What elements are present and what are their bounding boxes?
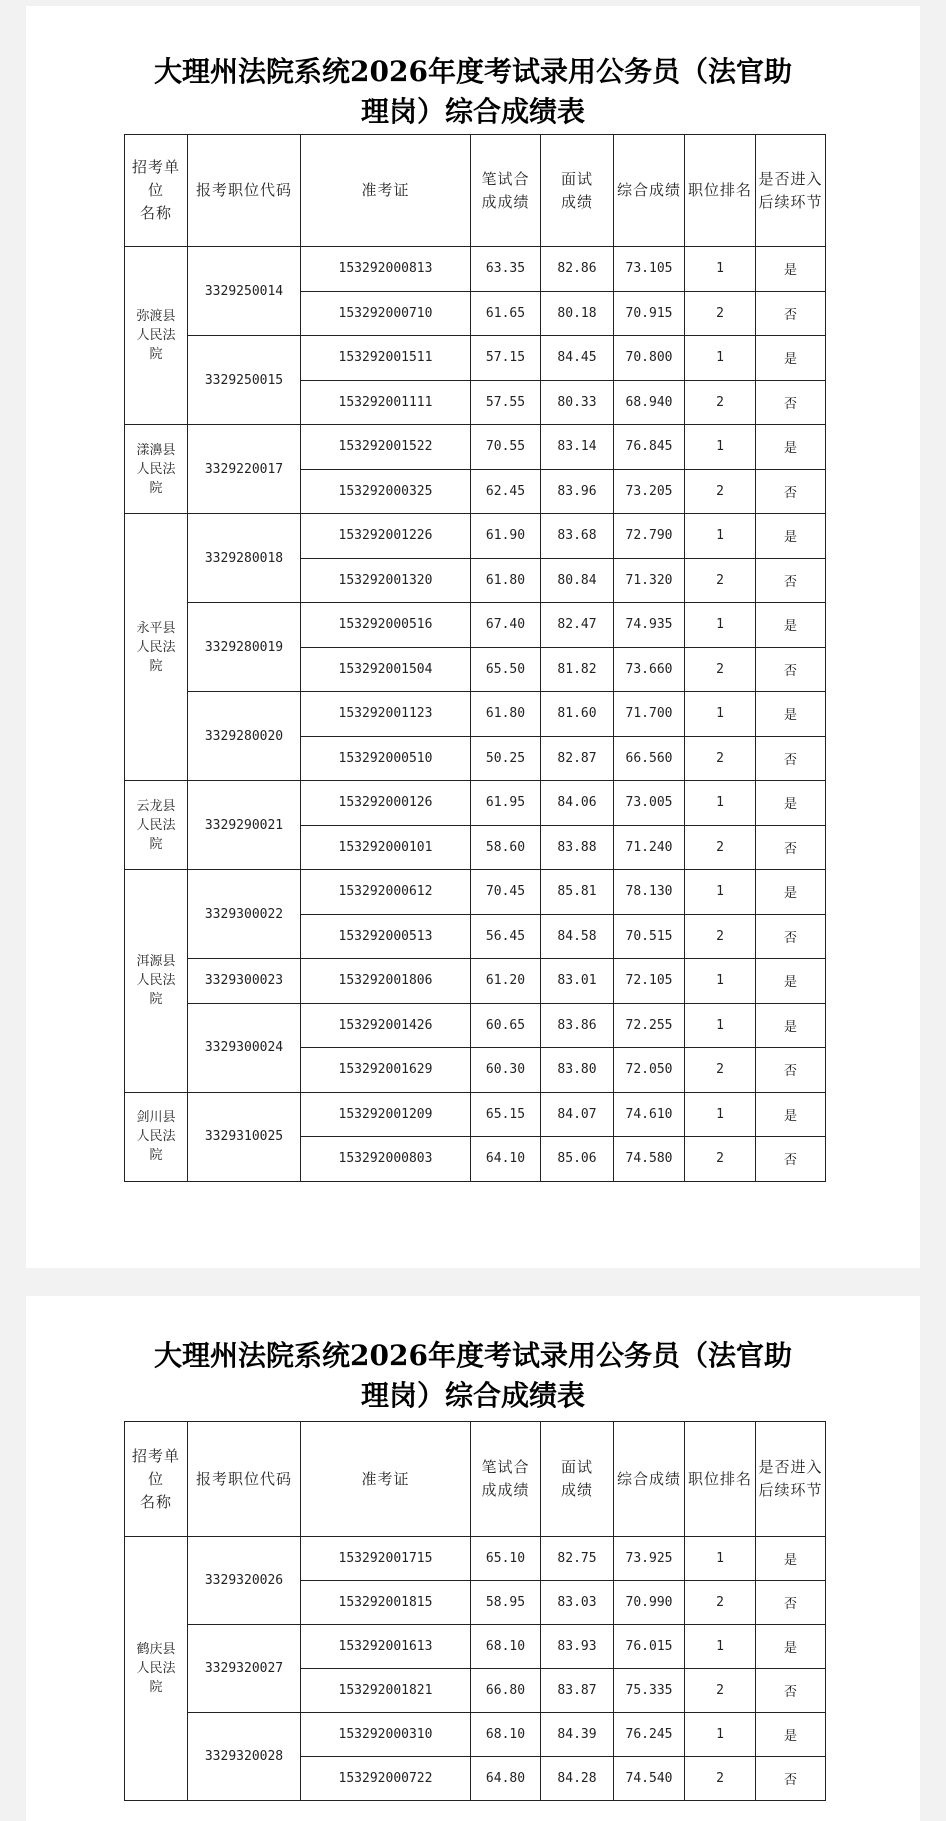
title-line-2: 理岗）综合成绩表 <box>360 95 585 128</box>
rank-cell: 1 <box>685 870 756 915</box>
total-score-cell: 68.940 <box>614 380 685 425</box>
table-row <box>125 336 826 381</box>
interview-score-cell: 83.03 <box>541 1581 614 1625</box>
ticket-number-cell: 153292000325 <box>301 469 471 514</box>
written-score-cell: 61.65 <box>471 291 541 336</box>
position-code-cell: 3329320027 <box>188 1625 301 1713</box>
score-table <box>124 134 826 1182</box>
advance-cell: 是 <box>756 425 826 470</box>
rank-cell: 2 <box>685 1757 756 1801</box>
header-row <box>125 1422 826 1537</box>
advance-cell: 否 <box>756 825 826 870</box>
interview-score-cell: 83.01 <box>541 959 614 1004</box>
ticket-number-cell: 153292000722 <box>301 1757 471 1801</box>
ticket-number-cell: 153292001209 <box>301 1092 471 1137</box>
written-score-cell: 68.10 <box>471 1713 541 1757</box>
advance-cell: 否 <box>756 291 826 336</box>
rank-cell: 2 <box>685 291 756 336</box>
rank-cell: 1 <box>685 514 756 559</box>
advance-cell: 是 <box>756 603 826 648</box>
written-score-cell: 60.30 <box>471 1048 541 1093</box>
total-score-cell: 70.990 <box>614 1581 685 1625</box>
rank-cell: 2 <box>685 736 756 781</box>
interview-score-cell: 80.33 <box>541 380 614 425</box>
total-score-cell: 76.845 <box>614 425 685 470</box>
rank-cell: 2 <box>685 1137 756 1182</box>
advance-cell: 否 <box>756 1048 826 1093</box>
rank-cell: 1 <box>685 1713 756 1757</box>
unit-name-cell: 洱源县 人民法 院 <box>125 870 188 1093</box>
rank-cell: 2 <box>685 558 756 603</box>
rank-cell: 2 <box>685 647 756 692</box>
written-score-cell: 70.55 <box>471 425 541 470</box>
total-score-cell: 72.105 <box>614 959 685 1004</box>
total-score-cell: 73.205 <box>614 469 685 514</box>
position-code-cell: 3329250014 <box>188 247 301 336</box>
written-score-cell: 56.45 <box>471 914 541 959</box>
total-score-cell: 72.790 <box>614 514 685 559</box>
written-score-cell: 57.55 <box>471 380 541 425</box>
advance-cell: 是 <box>756 247 826 292</box>
advance-cell: 是 <box>756 1713 826 1757</box>
table-row <box>125 514 826 559</box>
rank-cell: 2 <box>685 825 756 870</box>
rank-cell: 1 <box>685 781 756 826</box>
written-score-cell: 60.65 <box>471 1003 541 1048</box>
position-code-cell: 3329280019 <box>188 603 301 692</box>
advance-cell: 否 <box>756 558 826 603</box>
ticket-number-cell: 153292001511 <box>301 336 471 381</box>
total-score-cell: 78.130 <box>614 870 685 915</box>
ticket-number-cell: 153292000513 <box>301 914 471 959</box>
header-row <box>125 135 826 247</box>
total-score-cell: 70.515 <box>614 914 685 959</box>
interview-score-cell: 83.87 <box>541 1669 614 1713</box>
unit-name-cell: 云龙县 人民法 院 <box>125 781 188 870</box>
total-score-cell: 71.320 <box>614 558 685 603</box>
ticket-number-cell: 153292001123 <box>301 692 471 737</box>
interview-score-cell: 83.68 <box>541 514 614 559</box>
ticket-number-cell: 153292000813 <box>301 247 471 292</box>
interview-score-cell: 82.86 <box>541 247 614 292</box>
header-position-code: 报考职位代码 <box>188 1422 301 1537</box>
total-score-cell: 74.540 <box>614 1757 685 1801</box>
unit-name-cell: 漾濞县 人民法 院 <box>125 425 188 514</box>
advance-cell: 否 <box>756 1581 826 1625</box>
advance-cell: 否 <box>756 736 826 781</box>
total-score-cell: 75.335 <box>614 1669 685 1713</box>
ticket-number-cell: 153292001111 <box>301 380 471 425</box>
ticket-number-cell: 153292000101 <box>301 825 471 870</box>
position-code-cell: 3329300024 <box>188 1003 301 1092</box>
ticket-number-cell: 153292000710 <box>301 291 471 336</box>
advance-cell: 否 <box>756 1669 826 1713</box>
position-code-cell: 3329220017 <box>188 425 301 514</box>
table-body <box>125 1537 826 1801</box>
total-score-cell: 72.255 <box>614 1003 685 1048</box>
document-page-2 <box>26 1296 920 1821</box>
title-line-1: 大理州法院系统2026年度考试录用公务员（法官助 <box>154 1339 792 1372</box>
ticket-number-cell: 153292000612 <box>301 870 471 915</box>
rank-cell: 1 <box>685 1092 756 1137</box>
interview-score-cell: 82.47 <box>541 603 614 648</box>
advance-cell: 否 <box>756 469 826 514</box>
header-ticket: 准考证 <box>301 1422 471 1537</box>
rank-cell: 2 <box>685 1581 756 1625</box>
position-code-cell: 3329320028 <box>188 1713 301 1801</box>
header-unit: 招考单位 名称 <box>125 1422 188 1537</box>
written-score-cell: 65.10 <box>471 1537 541 1581</box>
ticket-number-cell: 153292000803 <box>301 1137 471 1182</box>
position-code-cell: 3329280018 <box>188 514 301 603</box>
table-row <box>125 1625 826 1669</box>
ticket-number-cell: 153292000126 <box>301 781 471 826</box>
ticket-number-cell: 153292001504 <box>301 647 471 692</box>
position-code-cell: 3329300022 <box>188 870 301 959</box>
table-body <box>125 247 826 1182</box>
total-score-cell: 66.560 <box>614 736 685 781</box>
written-score-cell: 61.20 <box>471 959 541 1004</box>
ticket-number-cell: 153292001715 <box>301 1537 471 1581</box>
interview-score-cell: 84.07 <box>541 1092 614 1137</box>
interview-score-cell: 83.80 <box>541 1048 614 1093</box>
header-advance: 是否进入 后续环节 <box>756 1422 826 1537</box>
header-interview: 面试 成绩 <box>541 1422 614 1537</box>
interview-score-cell: 80.84 <box>541 558 614 603</box>
ticket-number-cell: 153292001629 <box>301 1048 471 1093</box>
interview-score-cell: 80.18 <box>541 291 614 336</box>
written-score-cell: 62.45 <box>471 469 541 514</box>
advance-cell: 是 <box>756 959 826 1004</box>
written-score-cell: 61.90 <box>471 514 541 559</box>
written-score-cell: 58.60 <box>471 825 541 870</box>
table-row <box>125 1003 826 1048</box>
interview-score-cell: 82.75 <box>541 1537 614 1581</box>
total-score-cell: 73.925 <box>614 1537 685 1581</box>
interview-score-cell: 81.82 <box>541 647 614 692</box>
total-score-cell: 70.800 <box>614 336 685 381</box>
advance-cell: 否 <box>756 647 826 692</box>
title-line-2: 理岗）综合成绩表 <box>360 1379 585 1412</box>
interview-score-cell: 83.88 <box>541 825 614 870</box>
header-rank: 职位排名 <box>685 1422 756 1537</box>
written-score-cell: 61.95 <box>471 781 541 826</box>
interview-score-cell: 84.58 <box>541 914 614 959</box>
written-score-cell: 65.50 <box>471 647 541 692</box>
header-ticket: 准考证 <box>301 135 471 247</box>
rank-cell: 1 <box>685 336 756 381</box>
total-score-cell: 74.610 <box>614 1092 685 1137</box>
rank-cell: 1 <box>685 603 756 648</box>
written-score-cell: 70.45 <box>471 870 541 915</box>
table-row <box>125 692 826 737</box>
document-page-1 <box>26 6 920 1268</box>
interview-score-cell: 83.93 <box>541 1625 614 1669</box>
written-score-cell: 58.95 <box>471 1581 541 1625</box>
written-score-cell: 65.15 <box>471 1092 541 1137</box>
table-row <box>125 1537 826 1581</box>
ticket-number-cell: 153292001426 <box>301 1003 471 1048</box>
table-row <box>125 1713 826 1757</box>
written-score-cell: 61.80 <box>471 558 541 603</box>
header-total: 综合成绩 <box>614 135 685 247</box>
interview-score-cell: 84.06 <box>541 781 614 826</box>
rank-cell: 2 <box>685 914 756 959</box>
advance-cell: 是 <box>756 870 826 915</box>
position-code-cell: 3329320026 <box>188 1537 301 1625</box>
advance-cell: 是 <box>756 336 826 381</box>
rank-cell: 2 <box>685 1669 756 1713</box>
total-score-cell: 72.050 <box>614 1048 685 1093</box>
rank-cell: 1 <box>685 1003 756 1048</box>
page-title <box>26 52 920 132</box>
total-score-cell: 73.660 <box>614 647 685 692</box>
position-code-cell: 3329300023 <box>188 959 301 1004</box>
total-score-cell: 76.245 <box>614 1713 685 1757</box>
advance-cell: 是 <box>756 514 826 559</box>
header-written: 笔试合 成成绩 <box>471 1422 541 1537</box>
advance-cell: 是 <box>756 1092 826 1137</box>
ticket-number-cell: 153292001226 <box>301 514 471 559</box>
written-score-cell: 67.40 <box>471 603 541 648</box>
table-row <box>125 603 826 648</box>
interview-score-cell: 83.86 <box>541 1003 614 1048</box>
interview-score-cell: 84.39 <box>541 1713 614 1757</box>
position-code-cell: 3329310025 <box>188 1092 301 1181</box>
position-code-cell: 3329290021 <box>188 781 301 870</box>
rank-cell: 1 <box>685 959 756 1004</box>
advance-cell: 否 <box>756 1757 826 1801</box>
rank-cell: 1 <box>685 425 756 470</box>
interview-score-cell: 81.60 <box>541 692 614 737</box>
score-table <box>124 1421 826 1801</box>
advance-cell: 是 <box>756 692 826 737</box>
advance-cell: 是 <box>756 1537 826 1581</box>
unit-name-cell: 弥渡县 人民法 院 <box>125 247 188 425</box>
written-score-cell: 68.10 <box>471 1625 541 1669</box>
table-row <box>125 425 826 470</box>
header-total: 综合成绩 <box>614 1422 685 1537</box>
interview-score-cell: 84.45 <box>541 336 614 381</box>
header-rank: 职位排名 <box>685 135 756 247</box>
ticket-number-cell: 153292001522 <box>301 425 471 470</box>
ticket-number-cell: 153292000516 <box>301 603 471 648</box>
ticket-number-cell: 153292001320 <box>301 558 471 603</box>
ticket-number-cell: 153292001815 <box>301 1581 471 1625</box>
written-score-cell: 64.80 <box>471 1757 541 1801</box>
written-score-cell: 63.35 <box>471 247 541 292</box>
advance-cell: 是 <box>756 781 826 826</box>
rank-cell: 1 <box>685 1537 756 1581</box>
table-row <box>125 1092 826 1137</box>
interview-score-cell: 85.06 <box>541 1137 614 1182</box>
interview-score-cell: 84.28 <box>541 1757 614 1801</box>
header-interview: 面试 成绩 <box>541 135 614 247</box>
advance-cell: 是 <box>756 1625 826 1669</box>
interview-score-cell: 83.14 <box>541 425 614 470</box>
header-advance: 是否进入 后续环节 <box>756 135 826 247</box>
title-line-1: 大理州法院系统2026年度考试录用公务员（法官助 <box>154 55 792 88</box>
table-row <box>125 247 826 292</box>
header-unit: 招考单位 名称 <box>125 135 188 247</box>
total-score-cell: 73.105 <box>614 247 685 292</box>
header-written: 笔试合 成成绩 <box>471 135 541 247</box>
written-score-cell: 66.80 <box>471 1669 541 1713</box>
advance-cell: 否 <box>756 914 826 959</box>
ticket-number-cell: 153292000310 <box>301 1713 471 1757</box>
advance-cell: 否 <box>756 1137 826 1182</box>
position-code-cell: 3329280020 <box>188 692 301 781</box>
written-score-cell: 61.80 <box>471 692 541 737</box>
interview-score-cell: 83.96 <box>541 469 614 514</box>
advance-cell: 否 <box>756 380 826 425</box>
total-score-cell: 74.580 <box>614 1137 685 1182</box>
written-score-cell: 57.15 <box>471 336 541 381</box>
rank-cell: 1 <box>685 247 756 292</box>
table-row <box>125 959 826 1004</box>
total-score-cell: 76.015 <box>614 1625 685 1669</box>
unit-name-cell: 剑川县 人民法 院 <box>125 1092 188 1181</box>
total-score-cell: 71.240 <box>614 825 685 870</box>
interview-score-cell: 82.87 <box>541 736 614 781</box>
rank-cell: 1 <box>685 692 756 737</box>
total-score-cell: 73.005 <box>614 781 685 826</box>
table-row <box>125 870 826 915</box>
rank-cell: 2 <box>685 1048 756 1093</box>
ticket-number-cell: 153292001806 <box>301 959 471 1004</box>
rank-cell: 1 <box>685 1625 756 1669</box>
ticket-number-cell: 153292000510 <box>301 736 471 781</box>
total-score-cell: 71.700 <box>614 692 685 737</box>
ticket-number-cell: 153292001821 <box>301 1669 471 1713</box>
interview-score-cell: 85.81 <box>541 870 614 915</box>
written-score-cell: 50.25 <box>471 736 541 781</box>
total-score-cell: 70.915 <box>614 291 685 336</box>
header-position-code: 报考职位代码 <box>188 135 301 247</box>
page-title <box>26 1336 920 1416</box>
rank-cell: 2 <box>685 380 756 425</box>
rank-cell: 2 <box>685 469 756 514</box>
written-score-cell: 64.10 <box>471 1137 541 1182</box>
unit-name-cell: 永平县 人民法 院 <box>125 514 188 781</box>
ticket-number-cell: 153292001613 <box>301 1625 471 1669</box>
unit-name-cell: 鹤庆县 人民法 院 <box>125 1537 188 1801</box>
total-score-cell: 74.935 <box>614 603 685 648</box>
advance-cell: 是 <box>756 1003 826 1048</box>
position-code-cell: 3329250015 <box>188 336 301 425</box>
table-row <box>125 781 826 826</box>
